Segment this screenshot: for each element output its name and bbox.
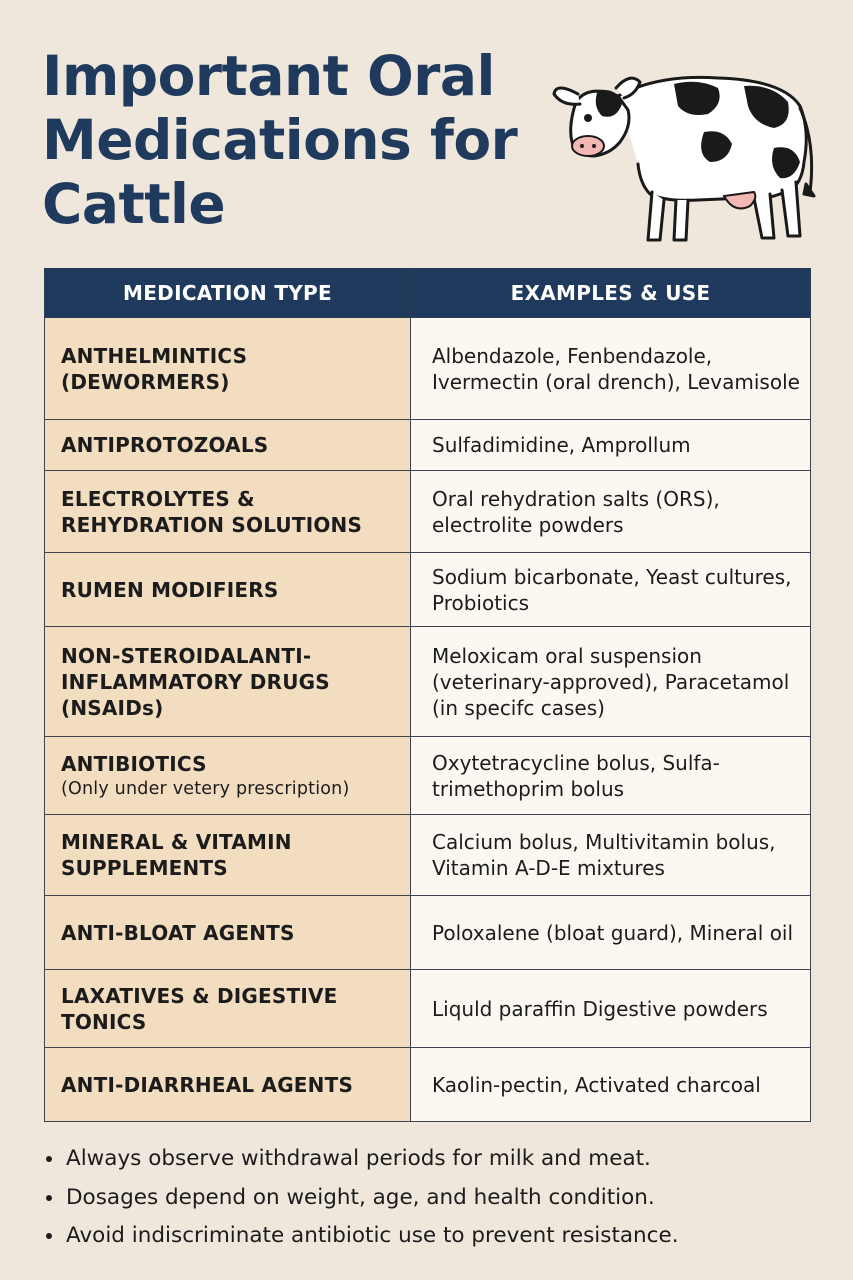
medication-type-cell (45, 553, 411, 627)
cow-icon (548, 44, 816, 250)
table-row (45, 318, 811, 420)
medication-type: ANTHELMINTICS (DEWORMERS) (61, 343, 248, 394)
examples-cell: Sulfadimidine, Amprollum (411, 420, 811, 471)
note-text: Always observe withdrawal periods for milk and meat. (66, 1146, 651, 1171)
medication-type-cell (45, 896, 411, 970)
examples-cell: Meloxicam oral suspension (veterinary-approved), Paracetamol (in specifc cases) (411, 627, 811, 737)
medication-type: ANTIBIOTICS (61, 751, 207, 776)
medication-type: ELECTROLYTES & REHYDRATION SOLUTIONS (61, 486, 363, 537)
note-text: Dosages depend on weight, age, and health condition. (66, 1184, 655, 1210)
table-row (45, 896, 811, 970)
table-row (45, 970, 811, 1048)
medication-type-cell (45, 420, 411, 471)
examples-cell: Calcium bolus, Multivitamin bolus, Vitamin A-D-E mixtures (411, 815, 811, 896)
medication-type: LAXATIVES & DIGESTIVE TONICS (61, 983, 338, 1034)
list-item (42, 1179, 822, 1218)
list-item (42, 1217, 822, 1256)
list-item (42, 1140, 822, 1179)
medication-type-note: (Only under vetery prescription) (61, 778, 350, 799)
medication-type: ANTI-DIARRHEAL AGENTS (61, 1072, 354, 1097)
medication-type-cell (45, 815, 411, 896)
table-row (45, 420, 811, 471)
notes-list (42, 1140, 822, 1256)
examples-cell: Sodium bicarbonate, Yeast cultures, Probiotics (411, 553, 811, 627)
medication-type-cell (45, 737, 411, 815)
table-row (45, 815, 811, 896)
medication-type: ANTI-BLOAT AGENTS (61, 920, 295, 945)
table-row (45, 471, 811, 553)
examples-cell: Poloxalene (bloat guard), Mineral oil (411, 896, 811, 970)
medication-type: NON-STEROIDALANTI-INFLAMMATORY DRUGS (NSAIDs) (61, 643, 330, 720)
medication-type: MINERAL & VITAMIN SUPPLEMENTS (61, 830, 292, 880)
table-row (45, 737, 811, 815)
medication-type-cell (45, 471, 411, 553)
table-row (45, 553, 811, 627)
bullet-icon (46, 1156, 52, 1162)
page-title: Important Oral Medications for Cattle (42, 44, 518, 236)
table-row (45, 1048, 811, 1122)
examples-cell: Liquld paraffin Digestive powders (411, 970, 811, 1048)
examples-cell: Oxytetracycline bolus, Sulfa-trimethoprim bolus (411, 737, 811, 815)
examples-cell: Oral rehydration salts (ORS), electrolite powders (411, 471, 811, 553)
medication-table (44, 268, 811, 1122)
bullet-icon (46, 1195, 52, 1201)
medication-type-cell (45, 1048, 411, 1122)
table-row (45, 627, 811, 737)
header-medication-type: MEDICATION TYPE (45, 269, 411, 318)
medication-type: ANTIPROTOZOALS (61, 433, 269, 457)
table-header-row (45, 269, 811, 318)
note-text: Avoid indiscriminate antibiotic use to prevent resistance. (66, 1223, 679, 1248)
medication-type-cell (45, 318, 411, 420)
examples-cell: Albendazole, Fenbendazole, Ivermectin (oral drench), Levamisole (411, 318, 811, 420)
bullet-icon (46, 1233, 52, 1239)
examples-cell: Kaolin-pectin, Activated charcoal (411, 1048, 811, 1122)
medication-type: RUMEN MODIFIERS (61, 577, 279, 602)
header-examples-use: EXAMPLES & USE (411, 269, 811, 318)
medication-type-cell (45, 627, 411, 737)
medication-type-cell (45, 970, 411, 1048)
